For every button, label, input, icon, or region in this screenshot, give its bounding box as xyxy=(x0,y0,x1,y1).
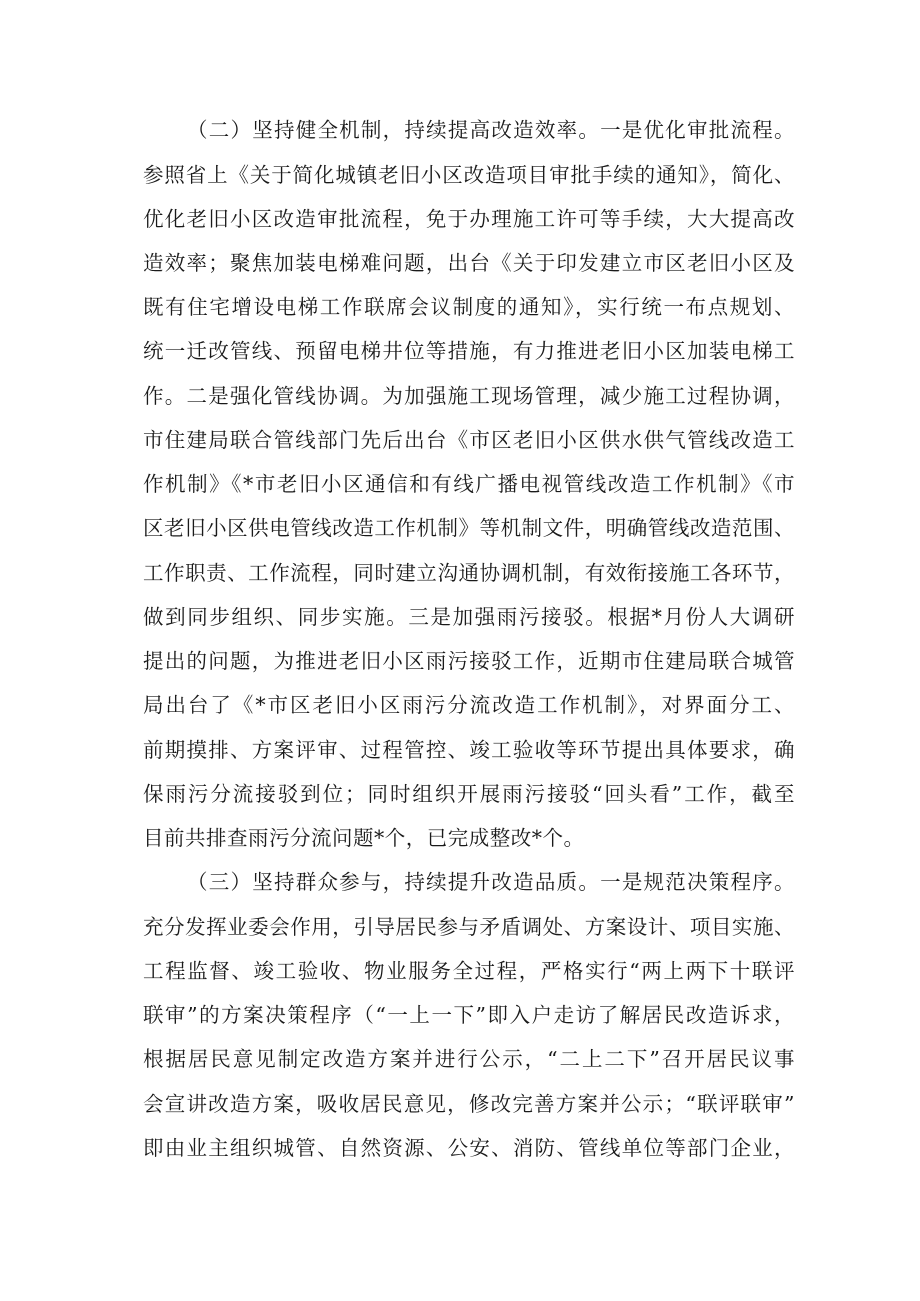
text-line: 保雨污分流接驳到位；同时组织开展雨污接驳“回头看”工作，截至 xyxy=(143,782,795,806)
text-line: 前期摸排、方案评审、过程管控、竣工验收等环节提出具体要求，确 xyxy=(143,738,795,762)
text-line: 作。二是强化管线协调。为加强施工现场管理，减少施工过程协调， xyxy=(143,384,795,408)
text-line: 工程监督、竣工验收、物业服务全过程，严格实行“两上两下十联评 xyxy=(143,959,795,983)
text-line: 即由业主组织城管、自然资源、公安、消防、管线单位等部门企业， xyxy=(143,1136,795,1160)
text-line: 造效率；聚焦加装电梯难问题，出台《关于印发建立市区老旧小区及 xyxy=(143,251,795,275)
text-line: 局出台了《*市区老旧小区雨污分流改造工作机制》，对界面分工、 xyxy=(143,693,795,717)
text-line: （三）坚持群众参与，持续提升改造品质。一是规范决策程序。 xyxy=(187,870,795,894)
text-line: （二）坚持健全机制，持续提高改造效率。一是优化审批流程。 xyxy=(187,118,795,142)
text-line: 参照省上《关于简化城镇老旧小区改造项目审批手续的通知》，简化、 xyxy=(143,163,795,187)
text-line: 根据居民意见制定改造方案并进行公示，“二上二下”召开居民议事 xyxy=(143,1047,795,1071)
text-line: 目前共排查雨污分流问题*个，已完成整改*个。 xyxy=(143,826,585,850)
text-line: 作机制》《*市老旧小区通信和有线广播电视管线改造工作机制》《市 xyxy=(143,472,795,496)
text-line: 区老旧小区供电管线改造工作机制》等机制文件，明确管线改造范围、 xyxy=(143,516,795,540)
text-line: 既有住宅增设电梯工作联席会议制度的通知》，实行统一布点规划、 xyxy=(143,295,795,319)
text-line: 做到同步组织、同步实施。三是加强雨污接驳。根据*月份人大调研 xyxy=(143,605,795,629)
text-line: 联审”的方案决策程序（“一上一下”即入户走访了解居民改造诉求， xyxy=(143,1003,795,1027)
text-line: 提出的问题，为推进老旧小区雨污接驳工作，近期市住建局联合城管 xyxy=(143,649,795,673)
text-line: 会宣讲改造方案，吸收居民意见，修改完善方案并公示；“联评联审” xyxy=(143,1092,795,1116)
text-line: 市住建局联合管线部门先后出台《市区老旧小区供水供气管线改造工 xyxy=(143,428,795,452)
text-line: 统一迁改管线、预留电梯井位等措施，有力推进老旧小区加装电梯工 xyxy=(143,339,795,363)
text-line: 工作职责、工作流程，同时建立沟通协调机制，有效衔接施工各环节， xyxy=(143,561,795,585)
text-line: 优化老旧小区改造审批流程，免于办理施工许可等手续，大大提高改 xyxy=(143,207,795,231)
text-line: 充分发挥业委会作用，引导居民参与矛盾调处、方案设计、项目实施、 xyxy=(143,915,795,939)
